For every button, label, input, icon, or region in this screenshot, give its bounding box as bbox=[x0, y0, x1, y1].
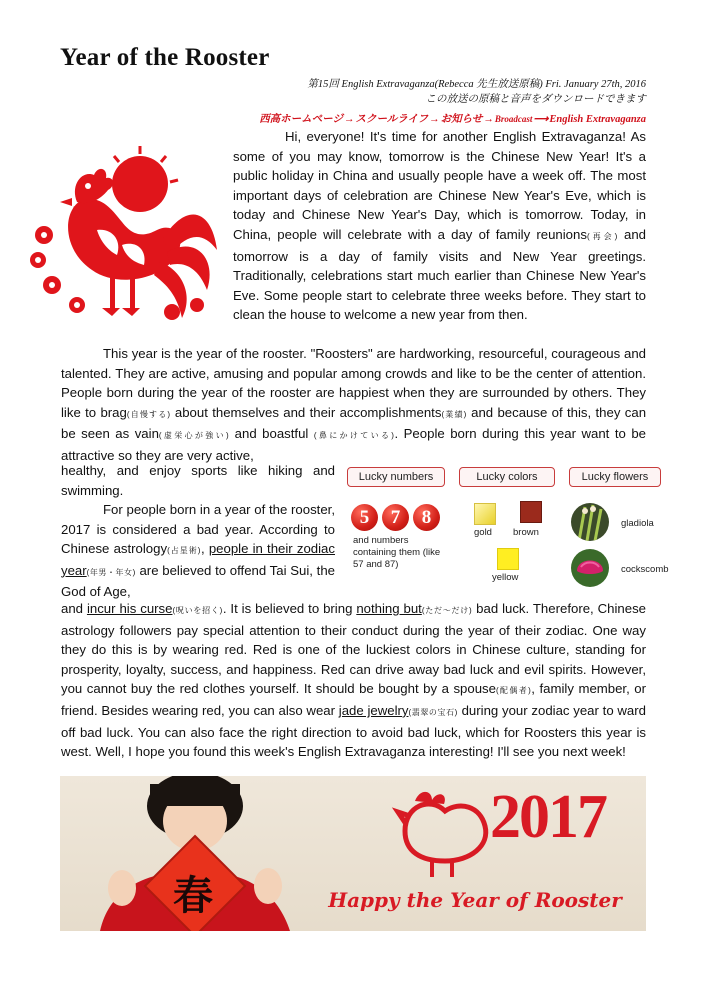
long-arrow-icon: ⟶ bbox=[533, 114, 549, 125]
brown-swatch bbox=[520, 501, 542, 523]
lucky-colors-label: Lucky colors bbox=[459, 467, 555, 487]
path-broadcast[interactable]: Broadcast bbox=[494, 114, 533, 124]
path-school-life[interactable]: スクールライフ bbox=[355, 114, 429, 125]
color-label-brown: brown bbox=[513, 527, 539, 538]
path-home[interactable]: 西高ホームページ bbox=[259, 114, 343, 125]
lucky-info-graphic bbox=[345, 463, 669, 595]
lucky-flowers-label: Lucky flowers bbox=[569, 467, 661, 487]
broadcast-meta: 第15回 English Extravaganza(Rebecca 先生放送原稿) Fri. January 27th, 2016 bbox=[307, 79, 646, 90]
lucky-numbers-label: Lucky numbers bbox=[347, 467, 445, 487]
new-year-banner bbox=[60, 776, 646, 931]
gold-swatch bbox=[474, 503, 496, 525]
paragraph-wearing-red: and incur his curse(呪いを招く). It is believed to bring nothing but(ただ〜だけ) bad luck. Therefore, Chinese astrology followers pay special attention to their conduct during the year of their zodiac. One way they do this is by wearing red. Red is one of the luckiest colors in Chinese culture, standing for prosperity, loyalty, success, and happiness. Red can drive away bad luck and evil spirits. However, you cannot buy the red clothes yourself. It should be bought by a spouse(配偶者), family member, or friend. Besides wearing red, you can also wear jade jewelry(翡翠の宝石) during your zodiac year to ward off bad luck. You can also face the right direction to avoid bad luck, which for Roosters this year is west. Well, I hope you found this week's English Extravaganza interesting! I'll see you next week! bbox=[61, 601, 647, 760]
lucky-number-ball: 5 bbox=[351, 504, 378, 531]
year-2017: 2017 bbox=[490, 783, 606, 851]
color-label-yellow: yellow bbox=[492, 572, 519, 583]
happy-new-year-message: Happy the Year of Rooster bbox=[328, 888, 622, 912]
flower-label-cockscomb: cockscomb bbox=[621, 564, 669, 575]
yellow-swatch bbox=[497, 548, 519, 570]
arrow-icon: → bbox=[483, 114, 494, 125]
flower-label-gladiola: gladiola bbox=[621, 518, 654, 529]
path-extravaganza[interactable]: English Extravaganza bbox=[549, 114, 646, 125]
page-title: Year of the Rooster bbox=[60, 44, 270, 71]
path-news[interactable]: お知らせ bbox=[440, 114, 483, 125]
paragraph-bad-year: For people born in a year of the rooster, 2017 is considered a bad year. According to Chinese astrology(占星術), people in their zodiac year(年男・年女) are believed to offend Tai Sui, the God of Age, bbox=[61, 502, 336, 600]
rooster-icon bbox=[22, 140, 222, 330]
gladiola-image bbox=[571, 503, 609, 541]
lucky-number-ball: 7 bbox=[382, 504, 409, 531]
arrow-icon: → bbox=[343, 114, 355, 125]
paragraph-rooster-traits: This year is the year of the rooster. "Roosters" are hardworking, resourceful, courageous and talented. They are active, amusing and popular among crowds and like to be the center of attention. People born during the year of the rooster are happiest when they are surrounded by others. They like to brag(自慢する) about themselves and their accomplishments(業績) and because of this, they can be seen as vain(虚栄心が強い) and boastful (鼻にかけている). People born during this year want to be attractive so they are very active, bbox=[61, 346, 647, 463]
color-label-gold: gold bbox=[474, 527, 492, 538]
rooster-papercut-image bbox=[22, 140, 222, 330]
scroll-character: 春 bbox=[173, 872, 213, 919]
arrow-icon: → bbox=[429, 114, 440, 125]
lucky-numbers-note: and numbers containing them (like 57 and 87) bbox=[353, 535, 441, 570]
paragraph-intro: Hi, everyone! It's time for another English Extravaganza! As some of you may know, tomorrow is the Chinese New Year! It's a public holiday in China and usually people have a week off. The most important days of celebration are Chinese New Year's Eve, which is today and Chinese New Year's Day, which is tomorrow. Today, in China, people will celebrate with a day of family reunions(再会) and tomorrow is a day of family visits and New Year greetings. Traditionally, celebrations start much earlier than Chinese New Year's Eve. Some people start to celebrate three weeks before. They start to clean the house to welcome a new year from then. bbox=[233, 129, 647, 323]
download-note: この放送の原稿と音声をダウンロードできます bbox=[425, 94, 646, 105]
site-path bbox=[259, 111, 646, 126]
cockscomb-image bbox=[571, 549, 609, 587]
lucky-number-ball: 8 bbox=[413, 504, 440, 531]
paragraph-rooster-traits-end: healthy, and enjoy sports like hiking and swimming. bbox=[61, 463, 335, 498]
